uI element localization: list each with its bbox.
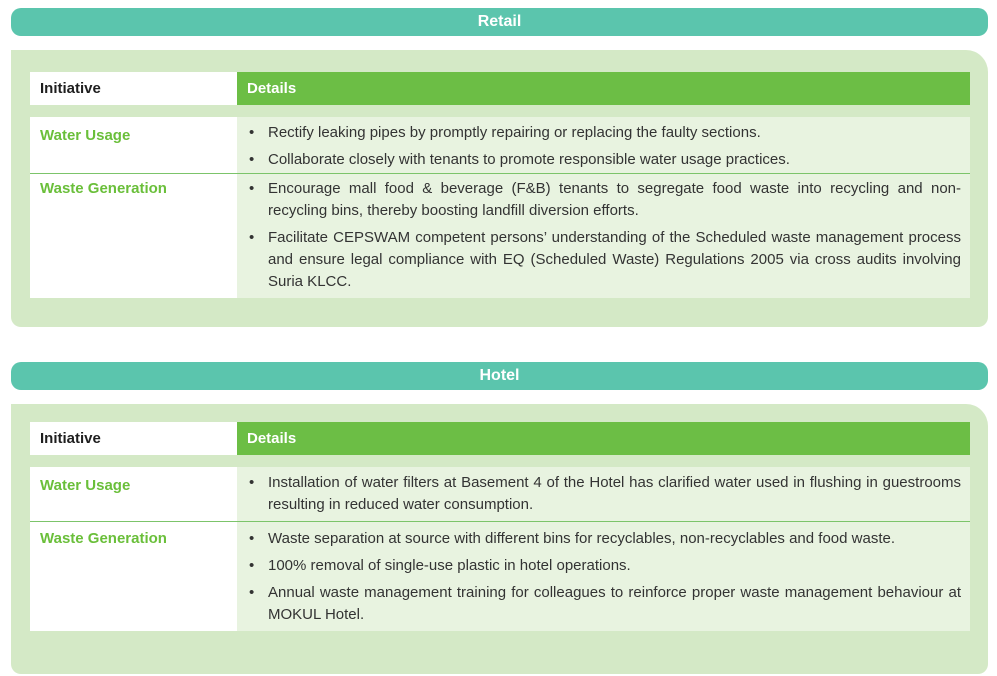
hotel-row-0-initiative: Water Usage	[30, 467, 237, 522]
hotel-row-0-details	[237, 467, 970, 522]
retail-panel	[11, 50, 988, 327]
retail-col-details: Details	[237, 72, 970, 105]
list-item: • 100% removal of single-use plastic in hotel operations.	[249, 555, 961, 577]
bullet-icon: •	[249, 474, 255, 491]
table-row	[30, 117, 970, 174]
retail-table-header	[30, 72, 970, 105]
hotel-section	[11, 362, 988, 623]
hotel-table-header	[30, 422, 970, 455]
bullet-icon: •	[249, 557, 255, 574]
bullet-icon: •	[249, 530, 255, 547]
hotel-row-1-details	[237, 522, 970, 632]
bullet-icon: •	[249, 151, 255, 168]
hotel-table	[30, 422, 970, 631]
hotel-panel	[11, 404, 988, 674]
list-item: • Waste separation at source with different bins for recyclables, non-recyclables and food waste.	[249, 528, 961, 550]
retail-row-0-details	[237, 117, 970, 174]
hotel-row-1-initiative: Waste Generation	[30, 522, 237, 632]
list-item: • Facilitate CEPSWAM competent persons’ understanding of the Scheduled waste management process and ensure legal compliance with EQ (Scheduled Waste) Regulations 2005 via cross audits involving Suria KLCC.	[249, 229, 961, 290]
table-row	[30, 174, 970, 299]
retail-section-header	[11, 8, 988, 36]
retail-section	[11, 8, 988, 290]
list-item: • Encourage mall food & beverage (F&B) tenants to segregate food waste into recycling and non-recycling bins, thereby boosting landfill diversion efforts.	[249, 180, 961, 219]
list-item: • Rectify leaking pipes by promptly repairing or replacing the faulty sections.	[249, 122, 961, 144]
bullet-icon: •	[249, 229, 255, 246]
bullet-icon: •	[249, 180, 255, 197]
bullet-icon: •	[249, 584, 255, 601]
bullet-icon: •	[249, 124, 255, 141]
table-row	[30, 467, 970, 522]
retail-row-1-list	[249, 178, 961, 293]
hotel-row-1-list	[249, 528, 961, 626]
retail-row-1-details	[237, 174, 970, 299]
retail-row-1-initiative: Waste Generation	[30, 174, 237, 299]
hotel-col-details: Details	[237, 422, 970, 455]
retail-col-initiative: Initiative	[30, 72, 237, 105]
hotel-row-0-list	[249, 472, 961, 516]
retail-row-0-list	[249, 122, 961, 171]
table-row	[30, 522, 970, 632]
list-item: • Annual waste management training for colleagues to reinforce proper waste management behaviour at MOKUL Hotel.	[249, 584, 961, 623]
hotel-section-header	[11, 362, 988, 390]
list-item: • Collaborate closely with tenants to promote responsible water usage practices.	[249, 149, 961, 171]
list-item: • Installation of water filters at Basement 4 of the Hotel has clarified water used in flushing in guestrooms resulting in reduced water consumption.	[249, 474, 961, 513]
hotel-section-title: Hotel	[479, 367, 520, 384]
retail-row-0-initiative: Water Usage	[30, 117, 237, 174]
retail-section-title: Retail	[477, 13, 522, 30]
retail-table	[30, 72, 970, 298]
hotel-col-initiative: Initiative	[30, 422, 237, 455]
